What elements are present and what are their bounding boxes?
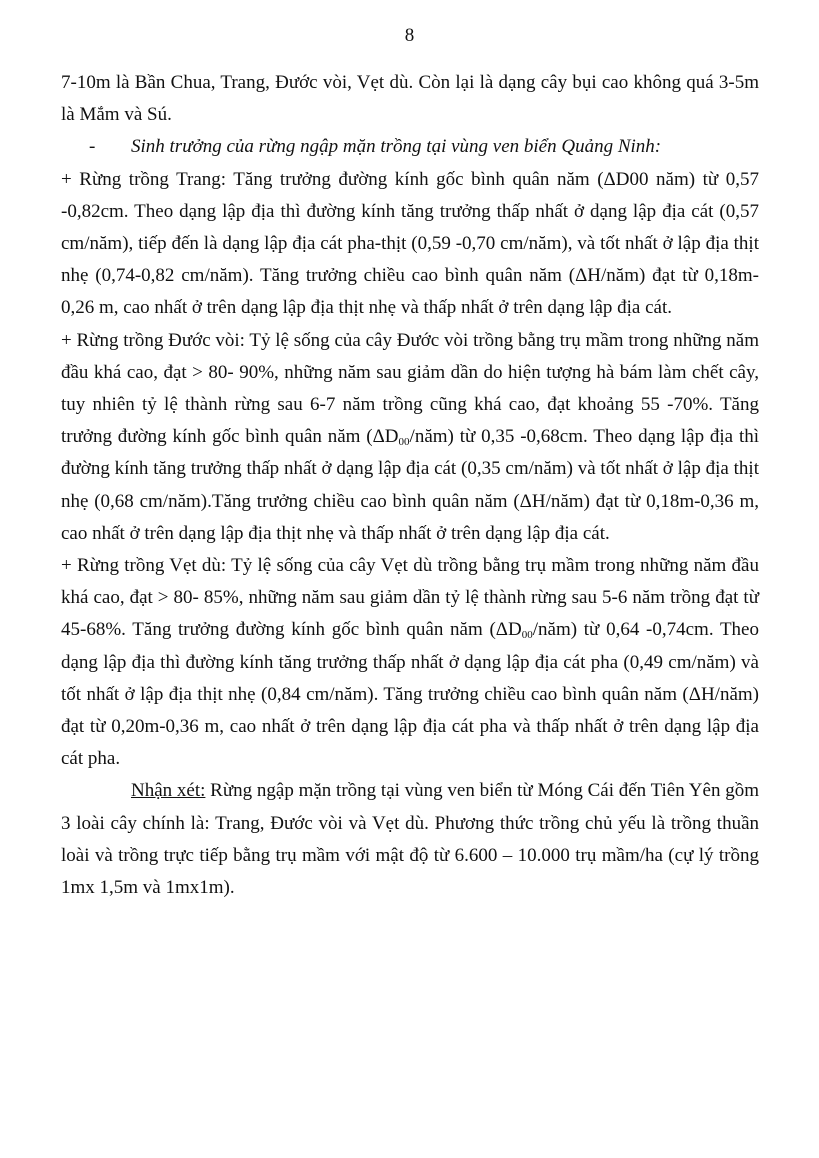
remark-text: Rừng ngập mặn trồng tại vùng ven biển từ Móng Cái đến Tiên Yên gồm 3 loài cây chính là: Trang, Đước vòi và Vẹt dù. Phương thức trồng chủ yếu là trồng thuần loài và trồng trực tiếp bằng trụ mầm với mật độ từ 6.600 – 10.000 trụ mầm/ha (cự lý trồng 1mx 1,5m và 1mx1m). [61, 780, 759, 899]
vet-du-text-part1: + Rừng trồng Vẹt dù: Tỷ lệ sống của cây Vẹt dù trồng bằng trụ mầm trong những năm đầu khá cao, đạt > 80- 85%, những năm sau giảm dần tỷ lệ thành rừng sau 5-6 năm trồng đạt từ 45-68%. Tăng trưởng đường kính gốc bình quân năm (ΔD [61, 555, 759, 641]
heading-text: Sinh trưởng của rừng ngập mặn trồng tại vùng ven biển Quảng Ninh: [131, 136, 662, 158]
document-body [61, 67, 759, 904]
heading-dash: - [89, 136, 96, 158]
paragraph-duoc-voi [61, 325, 759, 550]
remark-label: Nhận xét: [131, 780, 206, 802]
duoc-voi-text-part2: /năm) từ 0,35 -0,68cm. Theo dạng lập địa thì đường kính tăng trưởng thấp nhất ở dạng lập địa cát (0,35 cm/năm) và tốt nhất ở lập địa thịt nhẹ (0,68 cm/năm).Tăng trưởng chiều cao bình quân năm (ΔH/năm) đạt từ 0,18m-0,36 m, cao nhất ở trên dạng lập địa thịt nhẹ và thấp nhất ở trên dạng lập địa cát. [61, 426, 760, 544]
duoc-voi-text-part1: + Rừng trồng Đước vòi: Tỷ lệ sống của cây Đước vòi trồng bằng trụ mầm trong những năm đầu khá cao, đạt > 80- 90%, những năm sau giảm dần do hiện tượng hà bám làm chết cây, tuy nhiên tỷ lệ thành rừng sau 6-7 năm trồng cũng khá cao, đạt khoảng 55 -70%. Tăng trưởng đường kính gốc bình quân năm (ΔD [61, 329, 759, 448]
paragraph-vet-du [61, 550, 759, 775]
paragraph-trang: + Rừng trồng Trang: Tăng trưởng đường kính gốc bình quân năm (ΔD00 năm) từ 0,57 -0,82cm. Theo dạng lập địa thì đường kính tăng trưởng thấp nhất ở dạng lập địa cát (0,57 cm/năm), tiếp đến là dạng lập địa cát pha-thịt (0,59 -0,70 cm/năm), và tốt nhất ở lập địa thịt nhẹ (0,74-0,82 cm/năm). Tăng trưởng chiều cao bình quân năm (ΔH/năm) đạt từ 0,18m-0,26 m, cao nhất ở trên dạng lập địa thịt nhẹ và thấp nhất ở trên dạng lập địa cát. [61, 168, 759, 319]
page-number: 8 [404, 25, 415, 46]
vet-du-subscript: 00 [521, 629, 533, 642]
paragraph-intro: 7-10m là Bần Chua, Trang, Đước vòi, Vẹt dù. Còn lại là dạng cây bụi cao không quá 3-5m là Mắm và Sú. [61, 72, 759, 126]
paragraph-remark [61, 775, 759, 904]
duoc-voi-subscript: 00 [398, 436, 410, 449]
section-heading [61, 131, 759, 163]
vet-du-text-part2: /năm) từ 0,64 -0,74cm. Theo dạng lập địa thì đường kính tăng trưởng thấp nhất ở dạng lập địa cát pha (0,49 cm/năm) và tốt nhất ở lập địa thịt nhẹ (0,84 cm/năm). Tăng trưởng chiều cao bình quân năm (ΔH/năm) đạt từ 0,20m-0,36 m, cao nhất ở trên dạng lập địa cát pha và thấp nhất ở trên dạng lập địa cát pha. [61, 619, 759, 770]
